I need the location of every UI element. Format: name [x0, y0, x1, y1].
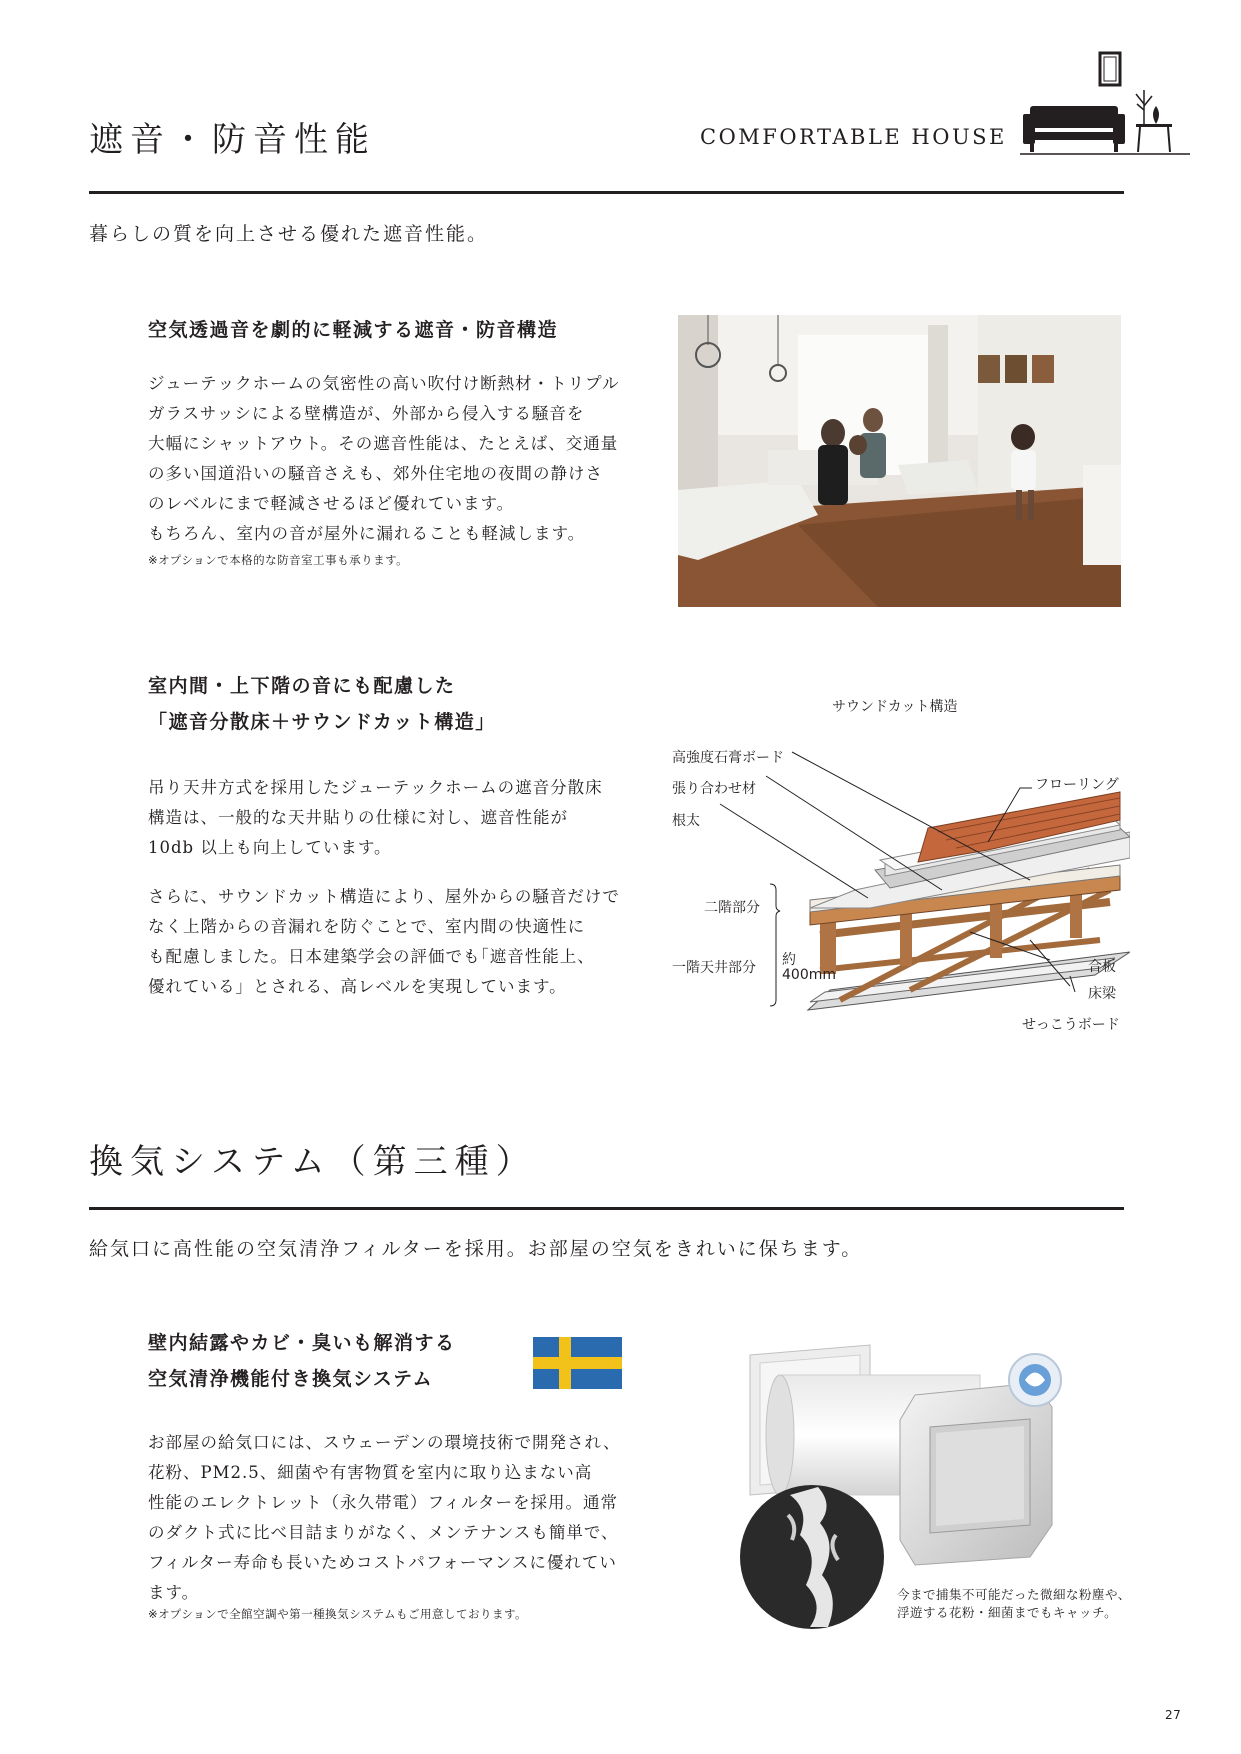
sofa-room-icon	[1020, 48, 1190, 158]
caption-line: 浮遊する花粉・細菌までもキャッチ。	[897, 1605, 1118, 1620]
label-laminate: 張り合わせ材	[672, 781, 756, 797]
sound-body-2a	[148, 773, 628, 863]
label-gypsum-board: せっこうボード	[1022, 1017, 1120, 1033]
text-line: ガラスサッシによる壁構造が、外部から侵入する騒音を	[148, 404, 585, 423]
heading-line: 空気清浄機能付き換気システム	[148, 1368, 434, 1390]
ventilation-title: 換気システム（第三種）	[89, 1142, 537, 1182]
text-line: さらに、サウンドカット構造により、屋外からの騒音だけで	[148, 887, 620, 906]
label-joist: 根太	[672, 813, 700, 829]
label-high-strength-gypsum: 高強度石膏ボード	[672, 750, 784, 766]
ventilation-rule	[89, 1207, 1124, 1210]
sound-note-1: ※オプションで本格的な防音室工事も承ります。	[148, 553, 409, 567]
page-number: 27	[1165, 1708, 1182, 1722]
vent-caption	[897, 1586, 1131, 1622]
ventilation-body	[148, 1428, 648, 1608]
sound-body-1	[148, 369, 628, 549]
text-line: 10db 以上も向上しています。	[148, 838, 392, 857]
text-line: 花粉、PM2.5、細菌や有害物質を室内に取り込まない高	[148, 1463, 593, 1482]
text-line: も配慮しました。日本建築学会の評価でも｢遮音性能上、	[148, 947, 595, 966]
label-depth: 400mm	[782, 967, 836, 983]
label-plywood: 合板	[1088, 959, 1116, 975]
sound-heading-2	[148, 668, 496, 740]
ventilation-heading	[148, 1325, 456, 1397]
header-rule	[89, 191, 1124, 194]
text-line: の多い国道沿いの騒音さえも、郊外住宅地の夜間の静けさ	[148, 464, 603, 483]
label-beam: 床梁	[1088, 986, 1116, 1002]
label-flooring: フローリング	[1035, 777, 1119, 793]
label-first-floor-ceiling: 一階天井部分	[672, 960, 756, 976]
page-title: 遮音・防音性能	[89, 120, 376, 160]
heading-line: 「遮音分散床＋サウンドカット構造」	[148, 711, 496, 733]
text-line: ます。	[148, 1583, 200, 1602]
sound-body-2b	[148, 882, 628, 1002]
sound-lead: 暮らしの質を向上させる優れた遮音性能。	[89, 223, 489, 245]
sound-heading-1: 空気透過音を劇的に軽減する遮音・防音構造	[148, 319, 559, 341]
text-line: 性能のエレクトレット（永久帯電）フィルターを採用。通常	[148, 1493, 619, 1512]
ventilation-lead: 給気口に高性能の空気清浄フィルターを採用。お部屋の空気をきれいに保ちます。	[89, 1238, 863, 1260]
text-line: のレベルにまで軽減させるほど優れています。	[148, 494, 515, 513]
text-line: フィルター寿命も長いためコストパフォーマンスに優れてい	[148, 1553, 617, 1572]
text-line: もちろん、室内の音が屋外に漏れることも軽減します。	[148, 524, 586, 543]
living-room-photo	[678, 315, 1121, 607]
text-line: なく上階からの音漏れを防ぐことで、室内間の快適性に	[148, 917, 586, 936]
label-approx: 約	[782, 952, 796, 968]
text-line: のダクト式に比べ目詰まりがなく、メンテナンスも簡単で、	[148, 1523, 619, 1542]
diagram-title: サウンドカット構造	[832, 699, 958, 715]
text-line: お部屋の給気口には、スウェーデンの環境技術で開発され、	[148, 1433, 621, 1452]
text-line: 吊り天井方式を採用したジューテックホームの遮音分散床	[148, 778, 603, 797]
caption-line: 今まで捕集不可能だった微細な粉塵や、	[897, 1587, 1131, 1602]
heading-line: 室内間・上下階の音にも配慮した	[148, 675, 456, 697]
text-line: 優れている」とされる、高レベルを実現しています。	[148, 977, 567, 996]
text-line: 大幅にシャットアウト。その遮音性能は、たとえば、交通量	[148, 434, 619, 453]
text-line: ジューテックホームの気密性の高い吹付け断熱材・トリプル	[148, 374, 620, 393]
ventilation-note: ※オプションで全館空調や第一種換気システムもご用意しております。	[148, 1607, 528, 1621]
label-upper-floor: 二階部分	[704, 900, 760, 916]
text-line: 構造は、一般的な天井貼りの仕様に対し、遮音性能が	[148, 808, 568, 827]
brand-label: COMFORTABLE HOUSE	[700, 125, 1007, 149]
heading-line: 壁内結露やカビ・臭いも解消する	[148, 1332, 456, 1354]
sweden-flag-icon	[533, 1337, 622, 1389]
